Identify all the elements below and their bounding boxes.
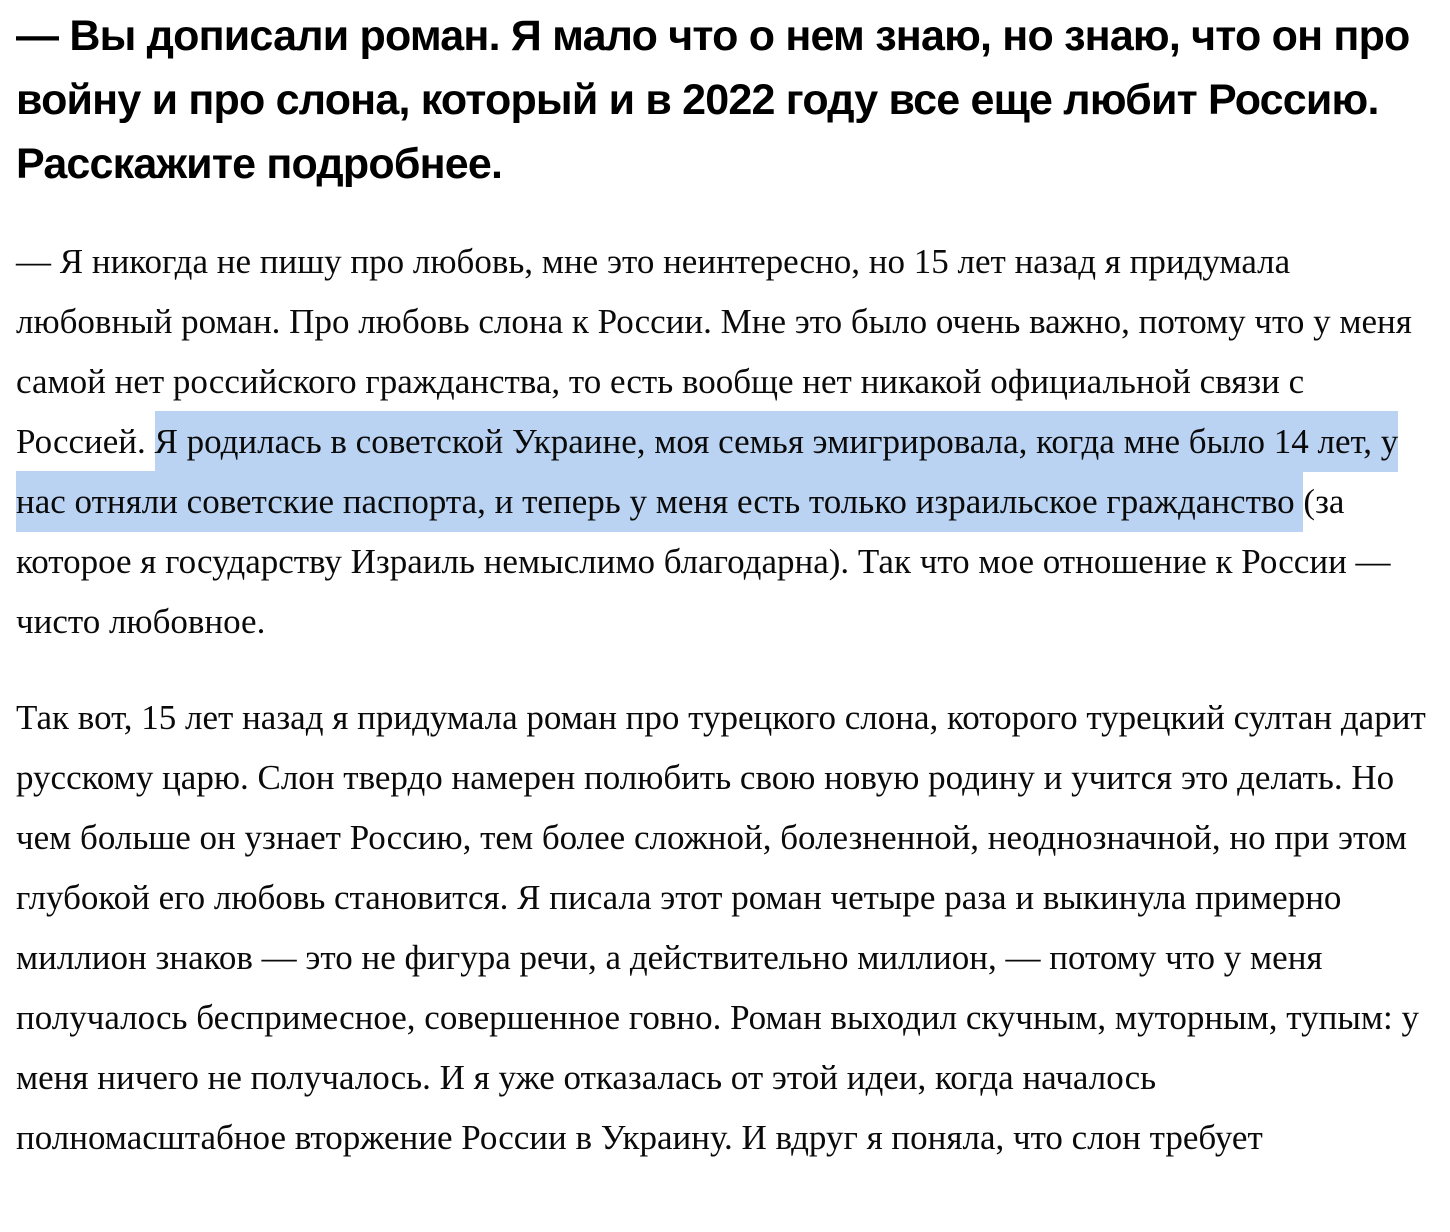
paragraph-1-text-after-selection: (за которое я государству Израиль немыслимо благодарна). Так что мое отношение к России — чисто любовное. [16, 482, 1391, 641]
selected-text-highlight: Я родилась в советской Украине, моя семья эмигрировала, когда мне было 14 лет, у нас отняли советские паспорта, и теперь у меня есть только израильское гражданство [16, 411, 1398, 532]
interview-answer [16, 232, 1430, 1168]
answer-paragraph-1 [16, 232, 1430, 652]
paragraph-1-text-before-selection: — Я никогда не пишу про любовь, мне это неинтересно, но 15 лет назад я придумала любовный роман. Про любовь слона к России. Мне это было очень важно, потому что у меня самой нет российского гражданства, то есть вообще нет никакой официальной связи с Россией. [16, 242, 1412, 461]
answer-paragraph-2: Так вот, 15 лет назад я придумала роман про турецкого слона, которого турецкий султан дарит русскому царю. Слон твердо намерен полюбить свою новую родину и учится это делать. Но чем больше он узнает Россию, тем более сложной, болезненной, неоднозначной, но при этом глубокой его любовь становится. Я писала этот роман четыре раза и выкинула примерно миллион знаков — это не фигура речи, а действительно миллион, — потому что у меня получалось беспримесное, совершенное говно. Роман выходил скучным, муторным, тупым: у меня ничего не получалось. И я уже отказалась от этой идеи, когда началось полномасштабное вторжение России в Украину. И вдруг я поняла, что слон требует [16, 698, 1426, 1157]
interview-article [16, 4, 1430, 1168]
interview-question: — Вы дописали роман. Я мало что о нем знаю, но знаю, что он про войну и про слона, который и в 2022 году все еще любит Россию. Расскажите подробнее. [16, 12, 1410, 188]
